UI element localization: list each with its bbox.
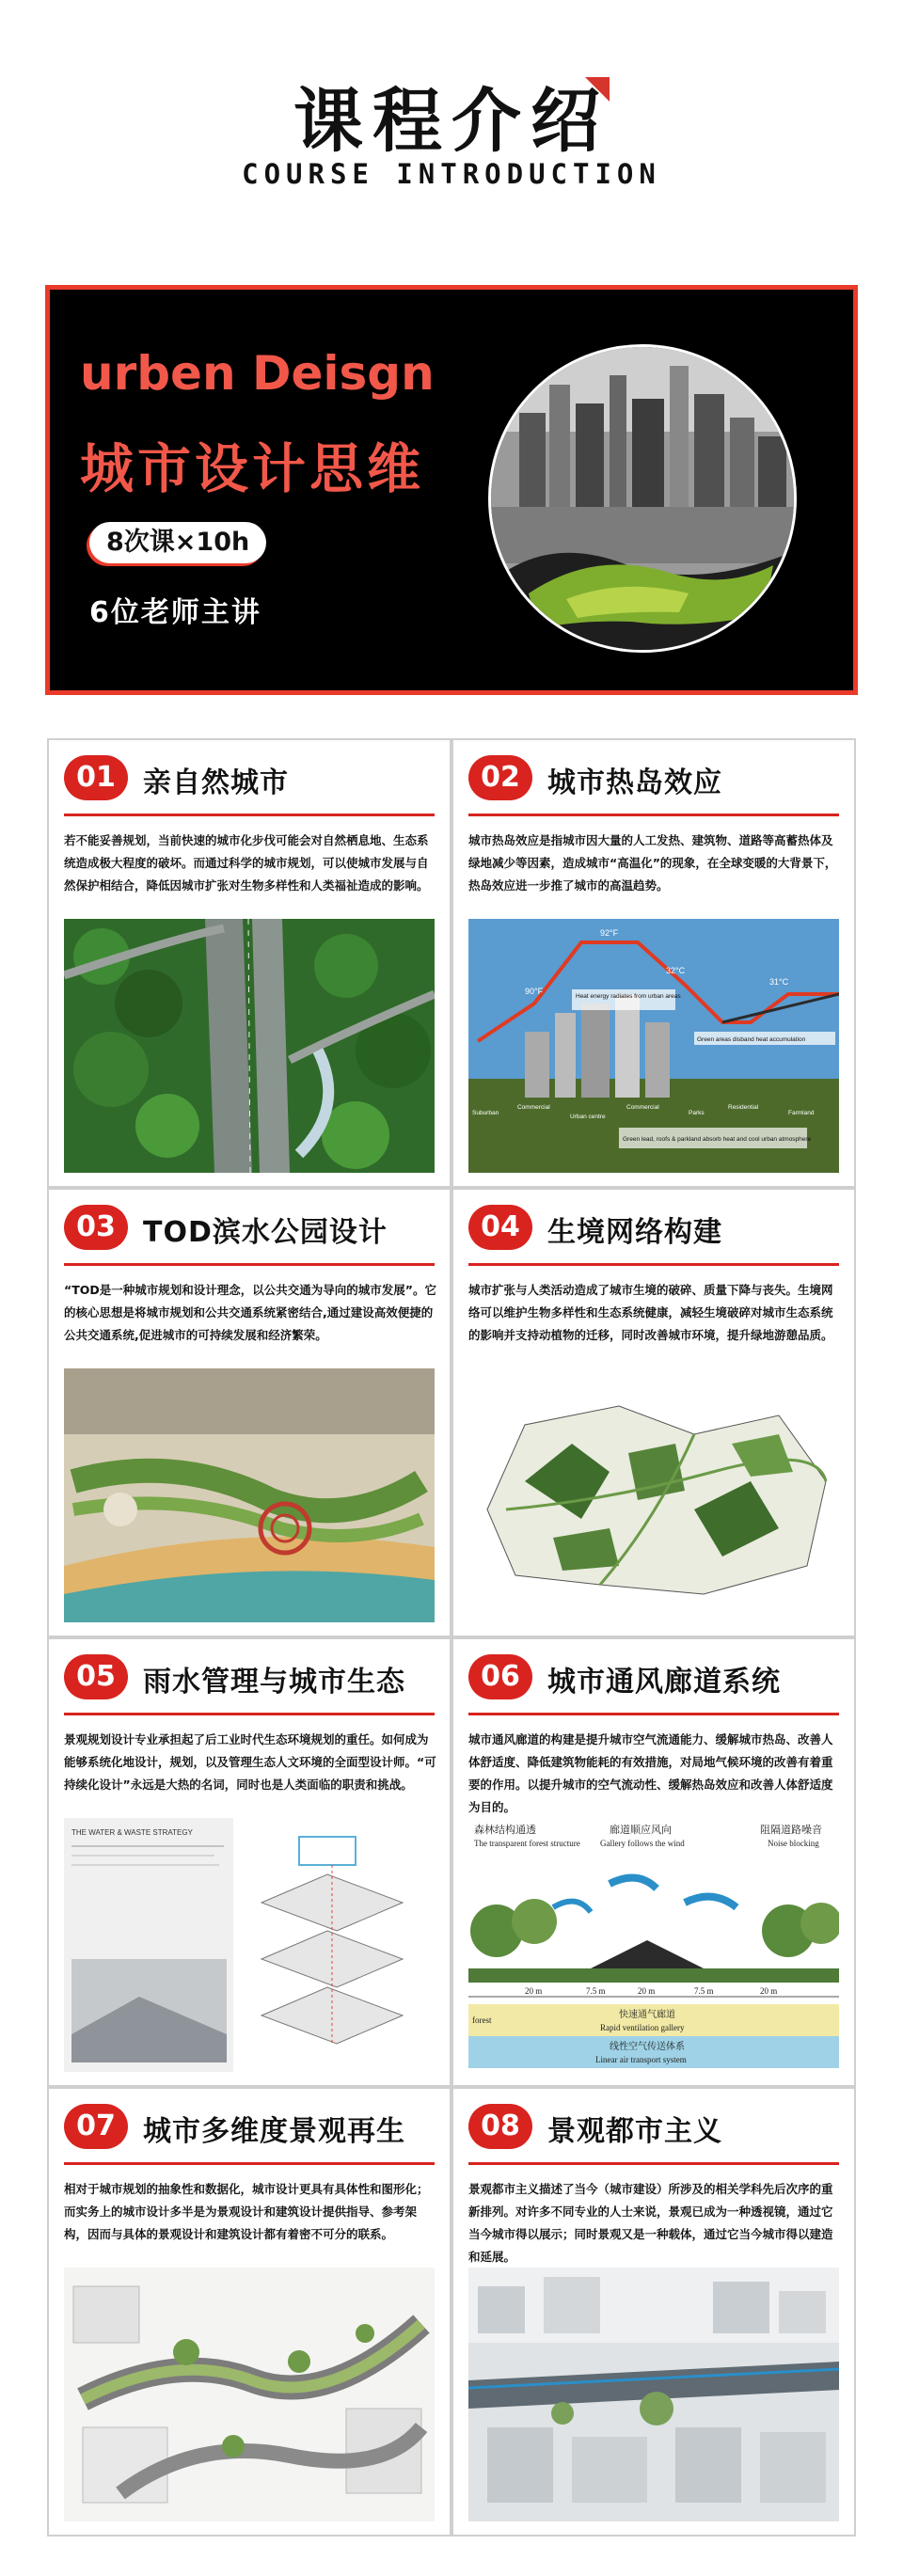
forest-highway-aerial-image xyxy=(64,919,435,1173)
topic-card-02 xyxy=(452,738,856,1188)
section-dimension: 20 m xyxy=(760,1986,778,1996)
zone-label: Suburban xyxy=(472,1110,499,1116)
topic-number-badge: 06 xyxy=(468,1654,532,1699)
topic-card-01 xyxy=(47,738,452,1188)
topic-divider xyxy=(468,1263,839,1266)
topic-card-06 xyxy=(452,1637,856,2087)
rainwater-strategy-board-image xyxy=(64,1818,435,2072)
teachers-count: 6位老师主讲 xyxy=(89,596,261,629)
topic-divider xyxy=(468,1713,839,1715)
page-title: 课程介绍 xyxy=(293,81,610,162)
topic-card-08 xyxy=(452,2087,856,2536)
sessions-badge: 8次课×10h xyxy=(89,522,266,563)
section-label: 阻隔道路噪音 xyxy=(760,1825,822,1836)
habitat-network-map-image xyxy=(468,1368,839,1622)
topic-number-badge: 04 xyxy=(468,1205,532,1250)
topic-number-badge: 05 xyxy=(64,1654,128,1699)
topic-number-badge: 01 xyxy=(64,755,128,800)
city-aerial-photo xyxy=(488,344,797,653)
topic-number-badge: 07 xyxy=(64,2104,128,2149)
zone-label: Parks xyxy=(689,1110,705,1116)
topic-card-03 xyxy=(47,1188,452,1637)
topic-title: 生境网络构建 xyxy=(547,1216,722,1249)
topic-number-badge: 08 xyxy=(468,2104,532,2149)
topic-title: 景观都市主义 xyxy=(547,2115,722,2148)
topic-description: 景观都市主义描述了当今（城市建设）所涉及的相关学科先后次序的重新排列。对许多不同专业的人士来说，景观已成为一种透视镜，通过它当今城市得以展示；同时景观又是一种载体，通过它当今城市得以建造和延展。 xyxy=(468,2182,833,2264)
zone-label: Commercial xyxy=(517,1104,550,1111)
course-hero-banner xyxy=(45,285,858,695)
topic-title: 城市通风廊道系统 xyxy=(547,1666,781,1699)
topic-description: 城市扩张与人类活动造成了城市生境的破碎、质量下降与丧失。生境网络可以维护生物多样性和生态系统健康，减轻生境破碎对城市生态系统的影响并支持动植物的迁移，同时改善城市环境，提升绿地游憩品质。 xyxy=(468,1283,833,1342)
section-dimension: 20 m xyxy=(638,1986,656,1996)
topic-divider xyxy=(64,1713,435,1715)
topic-title: TOD滨水公园设计 xyxy=(143,1216,388,1249)
section-label: Gallery follows the wind xyxy=(600,1839,685,1848)
heat-label: 32°C xyxy=(666,966,686,975)
topic-description: 若不能妥善规划，当前快速的城市化步伐可能会对自然栖息地、生态系统造成极大程度的破坏。而通过科学的城市规划，可以使城市发展与自然保护相结合，降低因城市扩张对生物多样性和人类福祉造成的影响。 xyxy=(64,833,429,893)
section-label: Linear air transport system xyxy=(595,2055,687,2064)
topic-number-badge: 03 xyxy=(64,1205,128,1250)
topic-divider xyxy=(64,2162,435,2165)
topic-number-badge: 02 xyxy=(468,755,532,800)
zone-label: Commercial xyxy=(626,1104,659,1111)
page-header xyxy=(0,0,903,273)
heat-label: 90°F xyxy=(525,987,544,996)
section-label: The transparent forest structure xyxy=(474,1839,580,1848)
section-label: Rapid ventilation gallery xyxy=(600,2023,685,2032)
section-dimension: 7.5 m xyxy=(694,1986,714,1996)
title-accent-triangle xyxy=(585,77,610,102)
topic-title: 城市热岛效应 xyxy=(547,766,722,799)
topic-divider xyxy=(468,2162,839,2165)
heat-label: 31°C xyxy=(769,977,789,987)
topic-divider xyxy=(64,1263,435,1266)
page-subtitle: COURSE INTRODUCTION xyxy=(242,158,661,190)
topic-divider xyxy=(468,814,839,816)
topic-description: 景观规划设计专业承担起了后工业时代生态环境规划的重任。如何成为能够系统化地设计，规划，以及管理生态人文环境的全面型设计师。“可持续化设计”永远是大热的名词，同时也是人类面临的职责和挑战。 xyxy=(64,1732,436,1792)
topic-title: 雨水管理与城市生态 xyxy=(143,1666,405,1699)
section-label: Noise blocking xyxy=(768,1839,819,1848)
ventilation-corridor-section-image xyxy=(468,1818,839,2072)
topic-title: 城市多维度景观再生 xyxy=(143,2115,405,2148)
topic-card-05 xyxy=(47,1637,452,2087)
board-heading: THE WATER & WASTE STRATEGY xyxy=(71,1828,193,1837)
topic-description: 城市热岛效应是指城市因大量的人工发热、建筑物、道路等高蓄热体及绿地减少等因素，造成城市“高温化”的现象，在全球变暖的大背景下，热岛效应进一步推了城市的高温趋势。 xyxy=(468,833,837,893)
topic-card-04 xyxy=(452,1188,856,1637)
section-label: 快速通气廊道 xyxy=(619,2010,675,2020)
topic-description: 城市通风廊道的构建是提升城市空气流通能力、缓解城市热岛、改善人体舒适度、降低建筑物能耗的有效措施，对局地气候环境的改善有着重要的作用。以提升城市的空气流动性、缓解热岛效应和改善人体舒适度为目的。 xyxy=(468,1732,833,1814)
topic-title: 亲自然城市 xyxy=(143,766,289,799)
heat-label: 92°F xyxy=(600,928,619,938)
topic-description: “TOD是一种城市规划和设计理念，以公共交通为导向的城市发展”。它的核心思想是将城市规划和公共交通系统紧密结合,通过建设高效便捷的公共交通系统,促进城市的可持续发展和经济繁荣。 xyxy=(64,1283,436,1342)
hero-english-title: urben Deisgn xyxy=(80,346,435,401)
heat-label: Heat energy radiates from urban areas xyxy=(576,993,681,1000)
section-label: 廊道顺应风向 xyxy=(610,1825,672,1836)
section-label: 森林结构通透 xyxy=(474,1825,536,1836)
landscape-urbanism-render-image xyxy=(468,2268,839,2521)
zone-label: Farmland xyxy=(788,1110,815,1116)
zone-label: Urban centre xyxy=(570,1114,606,1120)
section-dimension: 20 m xyxy=(525,1986,543,1996)
hero-chinese-title: 城市设计思维 xyxy=(80,438,424,500)
heat-island-diagram xyxy=(468,919,839,1173)
section-label: forest xyxy=(472,2015,492,2025)
heat-label: Green lead, roofs & parkland absorb heat and cool urban atmosphere xyxy=(623,1136,812,1143)
waterfront-park-plan-image xyxy=(64,1368,435,1622)
section-label: 线性空气传送体系 xyxy=(610,2042,685,2052)
topic-card-07 xyxy=(47,2087,452,2536)
heat-label: Green areas disband heat accumulation xyxy=(697,1036,806,1043)
section-dimension: 7.5 m xyxy=(586,1986,606,1996)
zone-label: Residential xyxy=(728,1104,759,1111)
topic-divider xyxy=(64,814,435,816)
topic-description: 相对于城市规划的抽象性和数据化，城市设计更具有具体性和图形化；而实务上的城市设计多半是为景观设计和建筑设计提供指导、参考架构，因而与具体的景观设计和建筑设计都有着密不可分的联系。 xyxy=(64,2182,429,2241)
multi-level-landscape-render-image xyxy=(64,2268,435,2521)
